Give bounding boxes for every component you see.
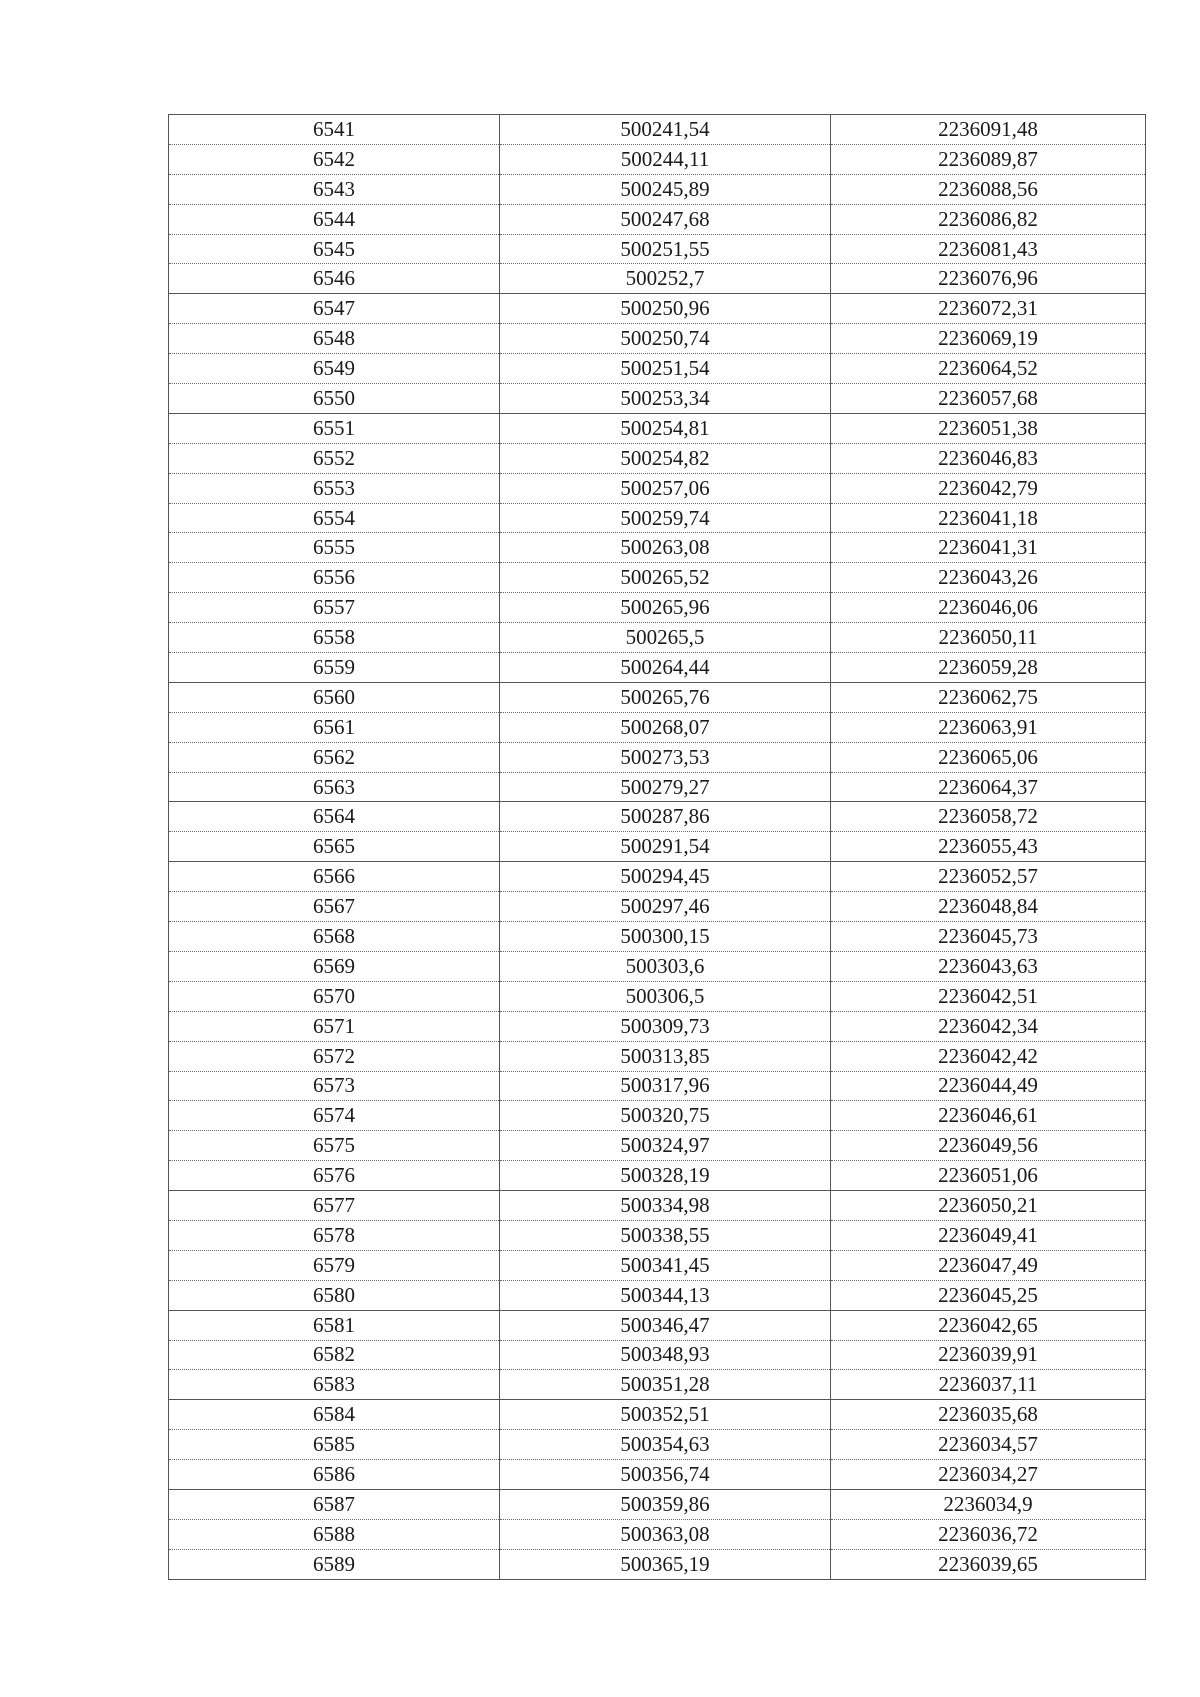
table-row [169,1191,1146,1221]
table-row [169,1340,1146,1370]
y-coordinate-cell: 2236057,68 [831,384,1146,414]
point-number-cell: 6568 [169,922,500,952]
point-number-cell: 6562 [169,742,500,772]
point-number-cell: 6578 [169,1220,500,1250]
y-coordinate-cell: 2236037,11 [831,1370,1146,1400]
point-number-cell: 6582 [169,1340,500,1370]
table-row [169,563,1146,593]
table-row [169,1041,1146,1071]
x-coordinate-cell: 500348,93 [500,1340,831,1370]
x-coordinate-cell: 500365,19 [500,1549,831,1579]
point-number-cell: 6565 [169,832,500,862]
y-coordinate-cell: 2236046,83 [831,443,1146,473]
table-row [169,115,1146,145]
table-row [169,1549,1146,1579]
x-coordinate-cell: 500324,97 [500,1131,831,1161]
y-coordinate-cell: 2236034,57 [831,1430,1146,1460]
table-row [169,981,1146,1011]
x-coordinate-cell: 500251,54 [500,354,831,384]
point-number-cell: 6567 [169,892,500,922]
y-coordinate-cell: 2236034,9 [831,1489,1146,1519]
y-coordinate-cell: 2236076,96 [831,264,1146,294]
table-row [169,1011,1146,1041]
y-coordinate-cell: 2236034,27 [831,1460,1146,1490]
table-row [169,1519,1146,1549]
y-coordinate-cell: 2236052,57 [831,862,1146,892]
x-coordinate-cell: 500250,74 [500,324,831,354]
point-number-cell: 6541 [169,115,500,145]
x-coordinate-cell: 500265,5 [500,623,831,653]
table-row [169,354,1146,384]
y-coordinate-cell: 2236039,91 [831,1340,1146,1370]
table-row [169,832,1146,862]
x-coordinate-cell: 500265,52 [500,563,831,593]
table-row [169,1071,1146,1101]
x-coordinate-cell: 500317,96 [500,1071,831,1101]
point-number-cell: 6579 [169,1250,500,1280]
y-coordinate-cell: 2236065,06 [831,742,1146,772]
y-coordinate-cell: 2236046,06 [831,593,1146,623]
y-coordinate-cell: 2236059,28 [831,653,1146,683]
table-row [169,682,1146,712]
y-coordinate-cell: 2236062,75 [831,682,1146,712]
table-row [169,144,1146,174]
y-coordinate-cell: 2236036,72 [831,1519,1146,1549]
x-coordinate-cell: 500351,28 [500,1370,831,1400]
x-coordinate-cell: 500363,08 [500,1519,831,1549]
point-number-cell: 6555 [169,533,500,563]
x-coordinate-cell: 500341,45 [500,1250,831,1280]
y-coordinate-cell: 2236041,18 [831,503,1146,533]
x-coordinate-cell: 500320,75 [500,1101,831,1131]
y-coordinate-cell: 2236049,41 [831,1220,1146,1250]
table-row [169,264,1146,294]
x-coordinate-cell: 500273,53 [500,742,831,772]
point-number-cell: 6574 [169,1101,500,1131]
table-row [169,951,1146,981]
y-coordinate-cell: 2236064,52 [831,354,1146,384]
x-coordinate-cell: 500352,51 [500,1400,831,1430]
table-row [169,1280,1146,1310]
x-coordinate-cell: 500264,44 [500,653,831,683]
point-number-cell: 6576 [169,1161,500,1191]
point-number-cell: 6587 [169,1489,500,1519]
point-number-cell: 6553 [169,473,500,503]
y-coordinate-cell: 2236042,51 [831,981,1146,1011]
table-row [169,503,1146,533]
point-number-cell: 6563 [169,772,500,802]
x-coordinate-cell: 500247,68 [500,204,831,234]
y-coordinate-cell: 2236042,34 [831,1011,1146,1041]
point-number-cell: 6564 [169,802,500,832]
x-coordinate-cell: 500268,07 [500,712,831,742]
y-coordinate-cell: 2236081,43 [831,234,1146,264]
table-row [169,174,1146,204]
point-number-cell: 6549 [169,354,500,384]
y-coordinate-cell: 2236063,91 [831,712,1146,742]
x-coordinate-cell: 500287,86 [500,802,831,832]
y-coordinate-cell: 2236045,73 [831,922,1146,952]
table-row [169,862,1146,892]
table-row [169,234,1146,264]
table-row [169,772,1146,802]
y-coordinate-cell: 2236046,61 [831,1101,1146,1131]
y-coordinate-cell: 2236051,38 [831,413,1146,443]
point-number-cell: 6569 [169,951,500,981]
x-coordinate-cell: 500259,74 [500,503,831,533]
x-coordinate-cell: 500359,86 [500,1489,831,1519]
table-row [169,1489,1146,1519]
y-coordinate-cell: 2236051,06 [831,1161,1146,1191]
table-row [169,922,1146,952]
x-coordinate-cell: 500354,63 [500,1430,831,1460]
point-number-cell: 6572 [169,1041,500,1071]
x-coordinate-cell: 500257,06 [500,473,831,503]
point-number-cell: 6571 [169,1011,500,1041]
x-coordinate-cell: 500252,7 [500,264,831,294]
y-coordinate-cell: 2236086,82 [831,204,1146,234]
x-coordinate-cell: 500346,47 [500,1310,831,1340]
table-row [169,1460,1146,1490]
point-number-cell: 6557 [169,593,500,623]
x-coordinate-cell: 500338,55 [500,1220,831,1250]
point-number-cell: 6554 [169,503,500,533]
y-coordinate-cell: 2236048,84 [831,892,1146,922]
table-row [169,1430,1146,1460]
point-number-cell: 6583 [169,1370,500,1400]
y-coordinate-cell: 2236088,56 [831,174,1146,204]
point-number-cell: 6547 [169,294,500,324]
point-number-cell: 6559 [169,653,500,683]
point-number-cell: 6542 [169,144,500,174]
y-coordinate-cell: 2236091,48 [831,115,1146,145]
table-row [169,623,1146,653]
point-number-cell: 6577 [169,1191,500,1221]
y-coordinate-cell: 2236050,21 [831,1191,1146,1221]
y-coordinate-cell: 2236042,79 [831,473,1146,503]
table-row [169,892,1146,922]
point-number-cell: 6581 [169,1310,500,1340]
x-coordinate-cell: 500356,74 [500,1460,831,1490]
table-row [169,653,1146,683]
table-row [169,324,1146,354]
x-coordinate-cell: 500263,08 [500,533,831,563]
y-coordinate-cell: 2236089,87 [831,144,1146,174]
point-number-cell: 6589 [169,1549,500,1579]
point-number-cell: 6586 [169,1460,500,1490]
point-number-cell: 6550 [169,384,500,414]
x-coordinate-cell: 500344,13 [500,1280,831,1310]
x-coordinate-cell: 500279,27 [500,772,831,802]
point-number-cell: 6561 [169,712,500,742]
table-row [169,294,1146,324]
table-row [169,593,1146,623]
x-coordinate-cell: 500241,54 [500,115,831,145]
point-number-cell: 6560 [169,682,500,712]
y-coordinate-cell: 2236049,56 [831,1131,1146,1161]
table-row [169,384,1146,414]
y-coordinate-cell: 2236058,72 [831,802,1146,832]
coordinates-table [168,114,1146,1580]
point-number-cell: 6543 [169,174,500,204]
point-number-cell: 6558 [169,623,500,653]
table-row [169,1131,1146,1161]
x-coordinate-cell: 500334,98 [500,1191,831,1221]
table-row [169,443,1146,473]
y-coordinate-cell: 2236069,19 [831,324,1146,354]
table-row [169,712,1146,742]
x-coordinate-cell: 500291,54 [500,832,831,862]
x-coordinate-cell: 500265,76 [500,682,831,712]
table-row [169,1310,1146,1340]
x-coordinate-cell: 500306,5 [500,981,831,1011]
y-coordinate-cell: 2236050,11 [831,623,1146,653]
y-coordinate-cell: 2236035,68 [831,1400,1146,1430]
y-coordinate-cell: 2236042,42 [831,1041,1146,1071]
table-row [169,473,1146,503]
x-coordinate-cell: 500297,46 [500,892,831,922]
y-coordinate-cell: 2236043,26 [831,563,1146,593]
point-number-cell: 6545 [169,234,500,264]
point-number-cell: 6573 [169,1071,500,1101]
point-number-cell: 6588 [169,1519,500,1549]
y-coordinate-cell: 2236041,31 [831,533,1146,563]
x-coordinate-cell: 500250,96 [500,294,831,324]
table-row [169,533,1146,563]
table-row [169,1220,1146,1250]
table-row [169,1101,1146,1131]
x-coordinate-cell: 500254,81 [500,413,831,443]
x-coordinate-cell: 500300,15 [500,922,831,952]
point-number-cell: 6552 [169,443,500,473]
point-number-cell: 6580 [169,1280,500,1310]
x-coordinate-cell: 500294,45 [500,862,831,892]
x-coordinate-cell: 500313,85 [500,1041,831,1071]
point-number-cell: 6556 [169,563,500,593]
y-coordinate-cell: 2236047,49 [831,1250,1146,1280]
table-row [169,413,1146,443]
point-number-cell: 6566 [169,862,500,892]
y-coordinate-cell: 2236055,43 [831,832,1146,862]
x-coordinate-cell: 500253,34 [500,384,831,414]
point-number-cell: 6584 [169,1400,500,1430]
table-row [169,204,1146,234]
x-coordinate-cell: 500251,55 [500,234,831,264]
point-number-cell: 6548 [169,324,500,354]
coordinates-table-body [169,115,1146,1580]
point-number-cell: 6585 [169,1430,500,1460]
point-number-cell: 6544 [169,204,500,234]
table-row [169,742,1146,772]
y-coordinate-cell: 2236042,65 [831,1310,1146,1340]
table-row [169,802,1146,832]
x-coordinate-cell: 500254,82 [500,443,831,473]
point-number-cell: 6551 [169,413,500,443]
x-coordinate-cell: 500303,6 [500,951,831,981]
point-number-cell: 6570 [169,981,500,1011]
y-coordinate-cell: 2236044,49 [831,1071,1146,1101]
table-row [169,1161,1146,1191]
x-coordinate-cell: 500245,89 [500,174,831,204]
x-coordinate-cell: 500328,19 [500,1161,831,1191]
y-coordinate-cell: 2236039,65 [831,1549,1146,1579]
point-number-cell: 6546 [169,264,500,294]
point-number-cell: 6575 [169,1131,500,1161]
table-row [169,1370,1146,1400]
y-coordinate-cell: 2236064,37 [831,772,1146,802]
x-coordinate-cell: 500265,96 [500,593,831,623]
y-coordinate-cell: 2236045,25 [831,1280,1146,1310]
x-coordinate-cell: 500309,73 [500,1011,831,1041]
y-coordinate-cell: 2236072,31 [831,294,1146,324]
y-coordinate-cell: 2236043,63 [831,951,1146,981]
table-row [169,1250,1146,1280]
table-row [169,1400,1146,1430]
x-coordinate-cell: 500244,11 [500,144,831,174]
